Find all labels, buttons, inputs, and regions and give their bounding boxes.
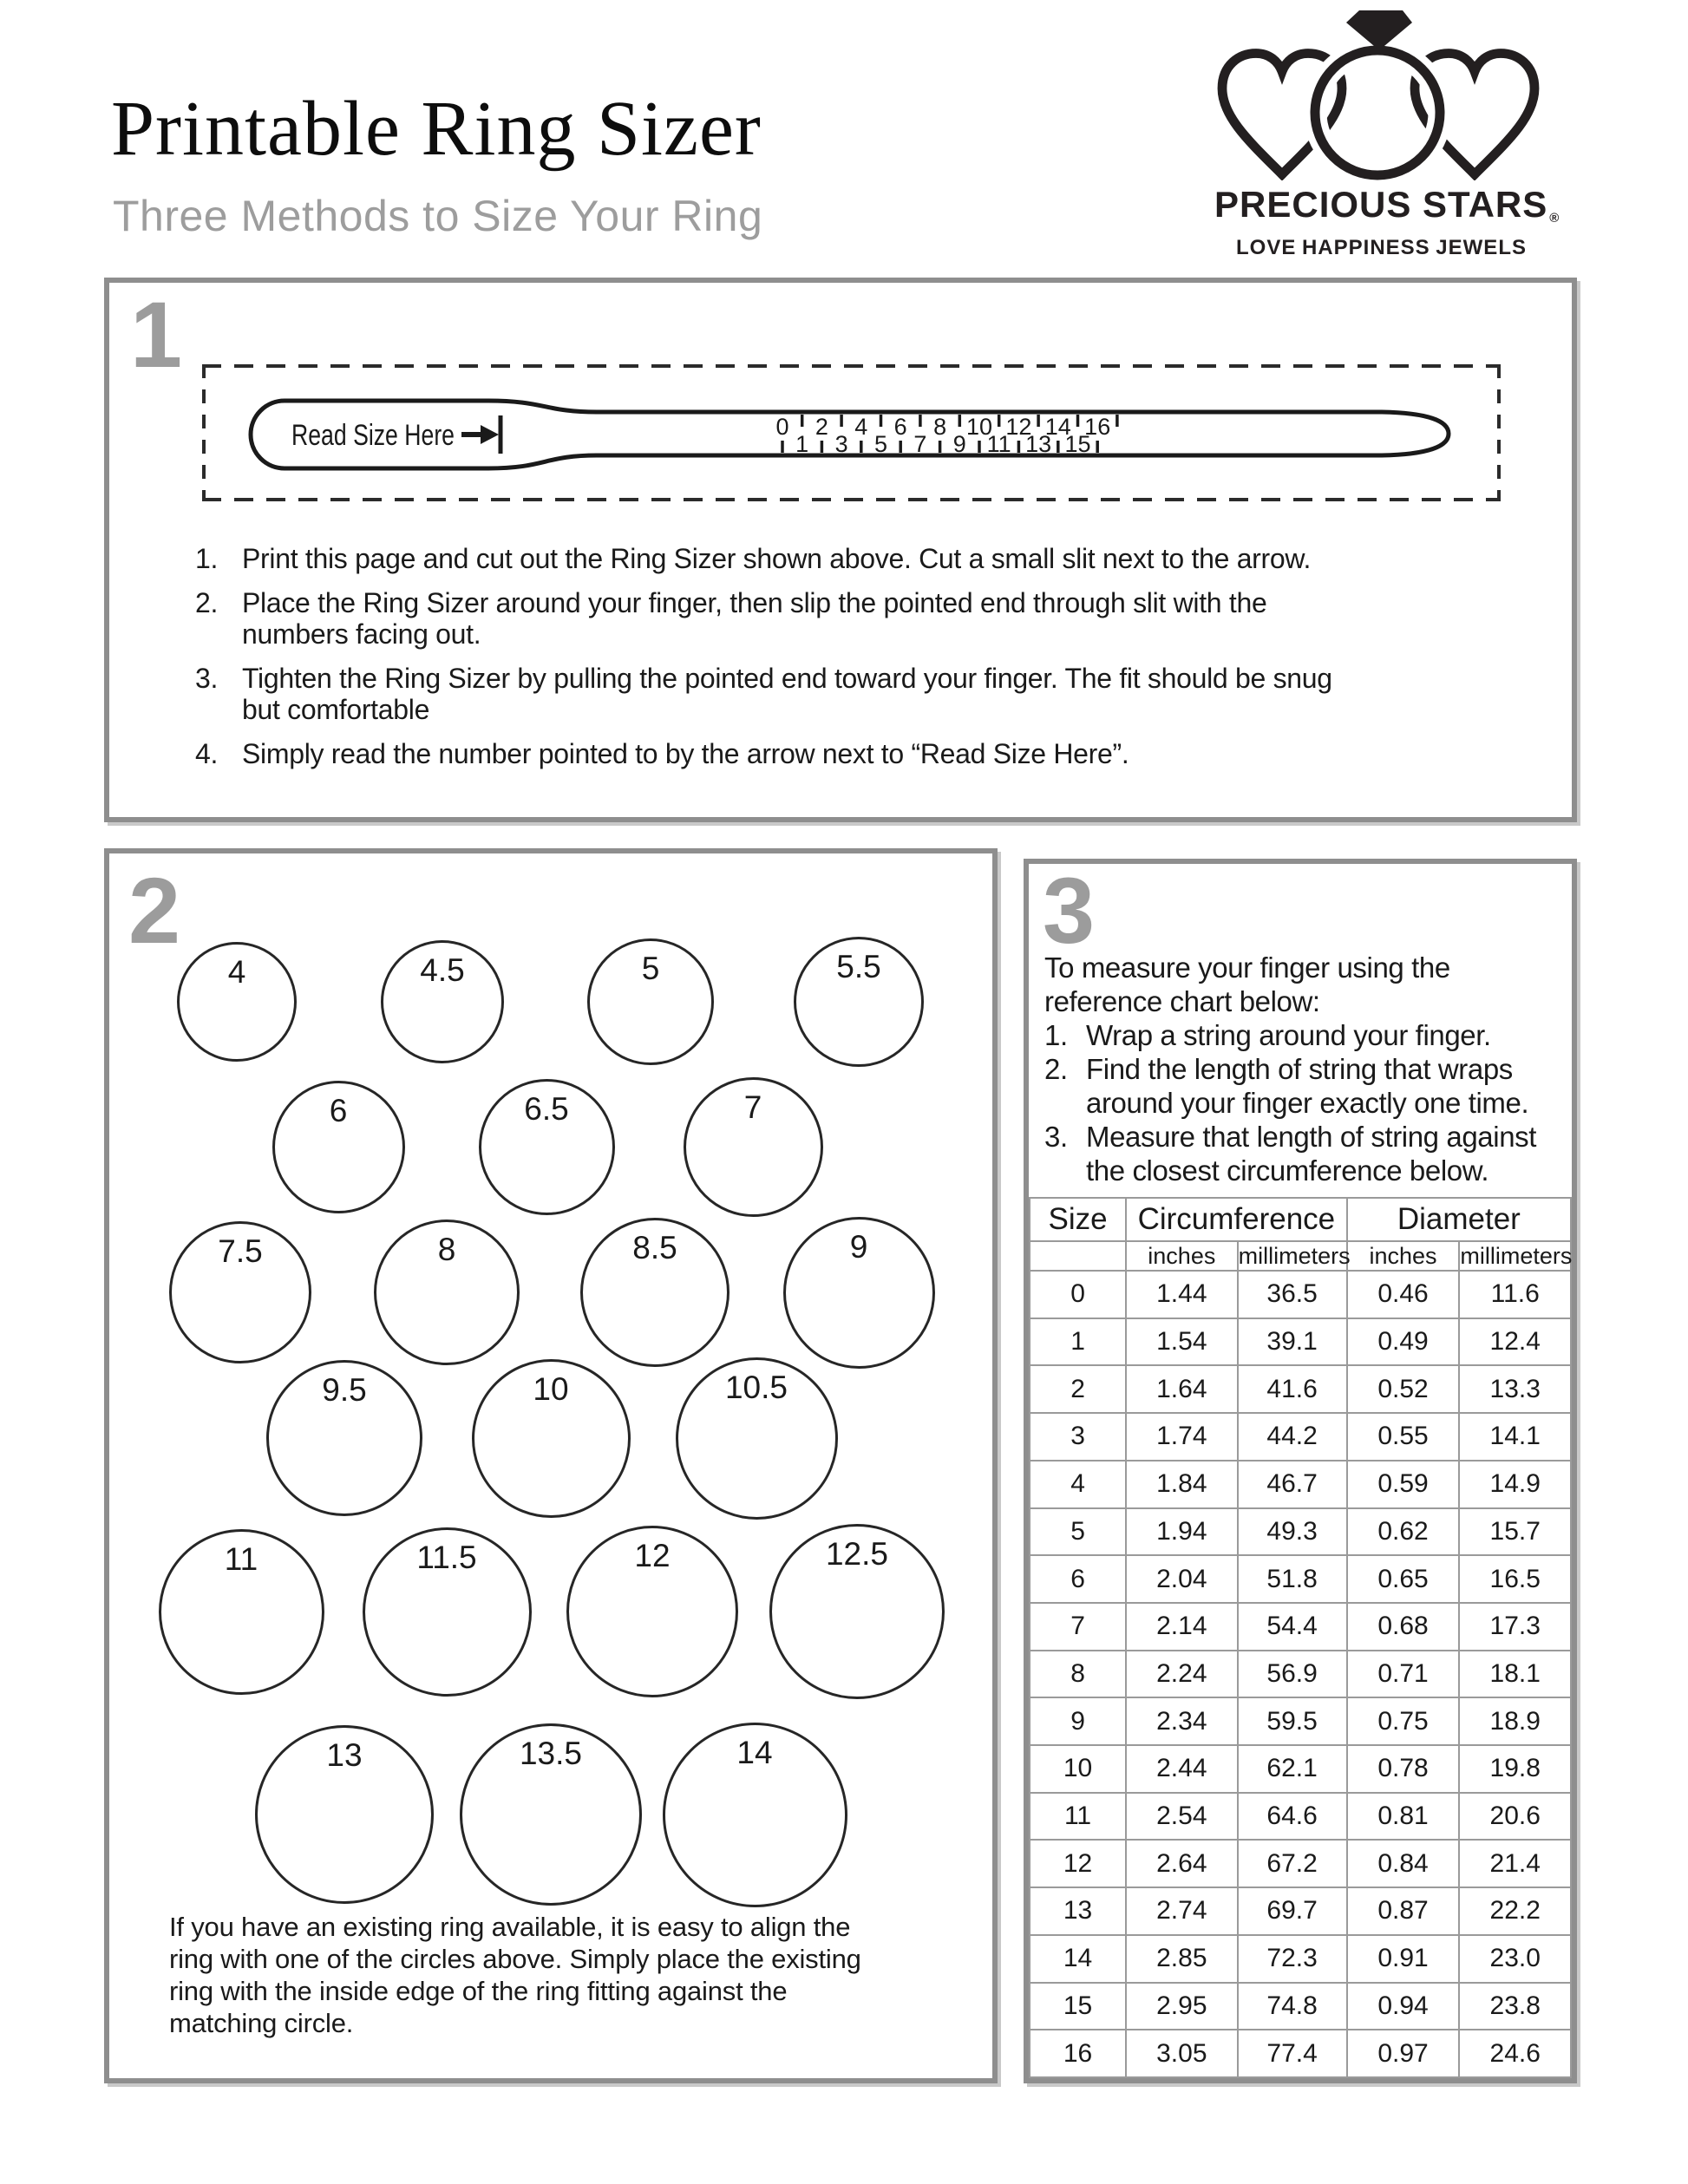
size-circle-label: 6 <box>329 1092 348 1128</box>
step-line-text: but comfortable <box>242 694 430 725</box>
table-cell: 0.71 <box>1347 1651 1460 1698</box>
step-line-text: Place the Ring Sizer around your finger, then slip the pointed end through slit with the <box>242 587 1267 618</box>
col-circumference: Circumference <box>1126 1198 1347 1241</box>
table-cell: 59.5 <box>1238 1697 1347 1745</box>
step-line-text: numbers facing out. <box>242 618 481 650</box>
ruler-number: 13 <box>1025 431 1052 457</box>
step-line-text: Find the length of string that wraps <box>1086 1053 1513 1085</box>
size-circle <box>169 1221 311 1363</box>
step-marker: 1. <box>1044 1019 1068 1051</box>
logo-brand <box>1214 184 1560 226</box>
table-cell: 77.4 <box>1238 2030 1347 2077</box>
ruler-number: 14 <box>1044 414 1071 440</box>
table-cell: 20.6 <box>1459 1793 1571 1841</box>
hearts-and-ring-icon <box>1214 7 1561 180</box>
table-row <box>1030 1651 1571 1698</box>
size-circle-label: 4.5 <box>420 952 465 988</box>
table-cell: 3 <box>1030 1413 1126 1461</box>
section-2-number: 2 <box>128 858 181 963</box>
table-cell: 1.64 <box>1126 1365 1238 1413</box>
section-3-instructions <box>1044 951 1574 1187</box>
size-circle <box>472 1359 631 1518</box>
table-cell: 0.52 <box>1347 1365 1460 1413</box>
col-size: Size <box>1030 1198 1126 1241</box>
size-circle <box>684 1077 823 1217</box>
table-cell: 21.4 <box>1459 1840 1571 1887</box>
table-cell: 1.94 <box>1126 1508 1238 1556</box>
table-cell: 2.95 <box>1126 1983 1238 2030</box>
brand-text: PRECIOUS STARS <box>1214 184 1548 225</box>
step-line-text: Tighten the Ring Sizer by pulling the pointed end toward your finger. The fit should be snug <box>242 663 1332 694</box>
step-marker: 4. <box>195 738 219 769</box>
ruler-number: 12 <box>1005 414 1032 440</box>
ruler-number: 8 <box>933 414 947 440</box>
table-cell: 72.3 <box>1238 1935 1347 1983</box>
size-circle <box>580 1218 730 1367</box>
table-row <box>1030 1887 1571 1935</box>
size-circle-label: 9 <box>849 1228 868 1265</box>
table-cell: 16.5 <box>1459 1555 1571 1603</box>
table-cell: 13.3 <box>1459 1365 1571 1413</box>
size-circle <box>566 1526 738 1697</box>
size-circle-label: 12.5 <box>825 1536 888 1572</box>
table-cell: 3.05 <box>1126 2030 1238 2077</box>
table-row <box>1030 1935 1571 1983</box>
unit-header: inches <box>1347 1241 1460 1271</box>
table-cell: 56.9 <box>1238 1651 1347 1698</box>
size-circle-label: 7 <box>743 1089 762 1125</box>
size-circle <box>363 1527 532 1697</box>
table-cell: 0.91 <box>1347 1935 1460 1983</box>
section-3-step-item <box>1044 1120 1574 1187</box>
size-circle <box>255 1725 434 1904</box>
table-cell: 2.44 <box>1126 1745 1238 1793</box>
tagline-word: LOVE <box>1236 236 1297 259</box>
ruler-number: 3 <box>834 431 848 457</box>
table-cell: 0.49 <box>1347 1318 1460 1366</box>
section-3-number: 3 <box>1043 858 1096 963</box>
ruler-number: 11 <box>986 431 1011 457</box>
table-header-row <box>1030 1198 1571 1241</box>
size-circle-label: 5 <box>641 951 660 986</box>
table-cell: 49.3 <box>1238 1508 1347 1556</box>
size-circle <box>663 1723 847 1907</box>
col-diameter: Diameter <box>1347 1198 1571 1241</box>
step-marker: 2. <box>1044 1053 1068 1085</box>
section-1-number: 1 <box>130 282 183 387</box>
table-cell: 2.54 <box>1126 1793 1238 1841</box>
step-line-text: the closest circumference below. <box>1086 1154 1489 1187</box>
table-cell: 0.55 <box>1347 1413 1460 1461</box>
size-circle <box>460 1723 642 1906</box>
size-circle-label: 5.5 <box>836 949 881 984</box>
registered-mark: ® <box>1549 211 1560 226</box>
table-cell: 0.78 <box>1347 1745 1460 1793</box>
table-cell: 14.1 <box>1459 1413 1571 1461</box>
table-cell: 2 <box>1030 1365 1126 1413</box>
table-cell: 12 <box>1030 1840 1126 1887</box>
table-cell: 14 <box>1030 1935 1126 1983</box>
unit-header: millimeters <box>1238 1241 1347 1271</box>
size-circle-label: 14 <box>736 1734 773 1770</box>
table-row <box>1030 1840 1571 1887</box>
step-line-text: Print this page and cut out the Ring Sizer shown above. Cut a small slit next to the arrow. <box>242 543 1312 574</box>
table-cell: 64.6 <box>1238 1793 1347 1841</box>
step-marker: 3. <box>1044 1121 1068 1153</box>
size-circle <box>794 937 924 1067</box>
size-circle-label: 13.5 <box>519 1736 582 1771</box>
ruler-number: 16 <box>1084 414 1111 440</box>
table-cell: 2.04 <box>1126 1555 1238 1603</box>
table-cell: 19.8 <box>1459 1745 1571 1793</box>
table-cell: 1.44 <box>1126 1271 1238 1318</box>
section-1-step-item <box>195 738 1531 769</box>
step-line-text: around your finger exactly one time. <box>1086 1087 1529 1119</box>
table-cell: 2.24 <box>1126 1651 1238 1698</box>
table-units-row <box>1030 1241 1571 1271</box>
table-cell: 23.0 <box>1459 1935 1571 1983</box>
section-1-instructions <box>195 543 1531 782</box>
size-circle-label: 7.5 <box>218 1233 263 1269</box>
step-line-text: Measure that length of string against <box>1086 1121 1537 1153</box>
table-cell: 7 <box>1030 1603 1126 1651</box>
size-circle-label: 8.5 <box>632 1230 677 1265</box>
table-cell: 18.1 <box>1459 1651 1571 1698</box>
table-cell: 14.9 <box>1459 1461 1571 1508</box>
table-row <box>1030 1461 1571 1508</box>
size-circle <box>783 1217 935 1369</box>
table-cell: 69.7 <box>1238 1887 1347 1935</box>
table-cell: 9 <box>1030 1697 1126 1745</box>
size-circle <box>266 1360 422 1516</box>
note-line: ring with one of the circles above. Simply place the existing <box>169 1944 861 1974</box>
size-circle <box>479 1079 615 1215</box>
ruler-number: 9 <box>952 431 966 457</box>
size-circle-label: 6.5 <box>524 1090 569 1127</box>
table-cell: 0 <box>1030 1271 1126 1318</box>
size-circle-label: 9.5 <box>322 1372 367 1408</box>
size-circle-label: 4 <box>227 954 246 990</box>
table-row <box>1030 2030 1571 2077</box>
step-line-text: Wrap a string around your finger. <box>1086 1019 1491 1051</box>
table-row <box>1030 1603 1571 1651</box>
table-cell: 41.6 <box>1238 1365 1347 1413</box>
step-marker: 2. <box>195 587 219 618</box>
page-subtitle: Three Methods to Size Your Ring <box>113 192 763 240</box>
section-3-step-item <box>1044 1052 1574 1120</box>
table-cell: 17.3 <box>1459 1603 1571 1651</box>
size-circle-label: 13 <box>326 1737 363 1773</box>
size-circle-label: 10.5 <box>724 1369 788 1405</box>
table-cell: 15.7 <box>1459 1508 1571 1556</box>
table-row <box>1030 1697 1571 1745</box>
size-circle <box>587 938 714 1065</box>
table-cell: 0.97 <box>1347 2030 1460 2077</box>
ruler-number: 5 <box>873 431 888 457</box>
section-2-note <box>169 1911 861 2039</box>
logo <box>1214 7 1561 259</box>
size-circle <box>177 942 297 1062</box>
step-lines <box>242 663 1332 725</box>
table-row <box>1030 1365 1571 1413</box>
table-row <box>1030 1983 1571 2030</box>
ruler-number: 0 <box>775 414 789 440</box>
table-cell: 13 <box>1030 1887 1126 1935</box>
step-marker: 3. <box>195 663 219 694</box>
table-cell: 0.65 <box>1347 1555 1460 1603</box>
table-cell: 0.68 <box>1347 1603 1460 1651</box>
table-cell: 2.14 <box>1126 1603 1238 1651</box>
table-cell: 1.54 <box>1126 1318 1238 1366</box>
table-cell: 0.62 <box>1347 1508 1460 1556</box>
ring-size-table <box>1029 1197 1572 2078</box>
table-cell: 74.8 <box>1238 1983 1347 2030</box>
table-cell: 22.2 <box>1459 1887 1571 1935</box>
table-row <box>1030 1793 1571 1841</box>
table-cell: 11 <box>1030 1793 1126 1841</box>
table-cell: 23.8 <box>1459 1983 1571 2030</box>
table-cell: 36.5 <box>1238 1271 1347 1318</box>
table-cell: 2.64 <box>1126 1840 1238 1887</box>
ruler-number: 2 <box>815 414 828 440</box>
ruler-number: 4 <box>854 414 868 440</box>
table-cell: 67.2 <box>1238 1840 1347 1887</box>
ruler-number: 7 <box>913 431 927 457</box>
table-cell: 2.85 <box>1126 1935 1238 1983</box>
ruler-number: 6 <box>893 414 907 440</box>
table-cell: 39.1 <box>1238 1318 1347 1366</box>
intro-line: reference chart below: <box>1044 985 1320 1017</box>
table-cell: 0.59 <box>1347 1461 1460 1508</box>
table-cell: 0.46 <box>1347 1271 1460 1318</box>
table-cell: 1 <box>1030 1318 1126 1366</box>
table-cell: 12.4 <box>1459 1318 1571 1366</box>
table-cell: 6 <box>1030 1555 1126 1603</box>
table-row <box>1030 1555 1571 1603</box>
size-circle <box>159 1529 324 1695</box>
table-cell: 62.1 <box>1238 1745 1347 1793</box>
table-cell: 8 <box>1030 1651 1126 1698</box>
size-circle <box>381 940 504 1063</box>
table-cell: 10 <box>1030 1745 1126 1793</box>
logo-tagline <box>1236 236 1527 260</box>
section-1-step-item <box>195 587 1531 650</box>
table-cell: 0.94 <box>1347 1983 1460 2030</box>
read-size-here-label: Read Size Here <box>291 419 455 452</box>
table-cell: 1.74 <box>1126 1413 1238 1461</box>
size-circle-label: 10 <box>533 1370 569 1407</box>
table-cell: 0.81 <box>1347 1793 1460 1841</box>
table-cell: 44.2 <box>1238 1413 1347 1461</box>
ring-sizer-strip <box>202 364 1501 501</box>
col-blank <box>1030 1241 1126 1271</box>
table-cell: 15 <box>1030 1983 1126 2030</box>
section-3-intro <box>1044 951 1574 1018</box>
table-cell: 2.74 <box>1126 1887 1238 1935</box>
size-circle-label: 11.5 <box>416 1539 477 1575</box>
step-marker: 1. <box>195 543 219 574</box>
table-cell: 54.4 <box>1238 1603 1347 1651</box>
table-cell: 16 <box>1030 2030 1126 2077</box>
step-lines <box>242 543 1311 574</box>
table-cell: 2.34 <box>1126 1697 1238 1745</box>
size-circle <box>676 1357 838 1520</box>
intro-line: To measure your finger using the <box>1044 951 1450 984</box>
table-cell: 51.8 <box>1238 1555 1347 1603</box>
size-circle <box>769 1524 945 1699</box>
table-cell: 0.87 <box>1347 1887 1460 1935</box>
step-lines <box>1086 1052 1528 1120</box>
step-lines <box>242 738 1129 769</box>
table-row <box>1030 1318 1571 1366</box>
section-1-step-item <box>195 663 1531 725</box>
page-title: Printable Ring Sizer <box>111 86 762 172</box>
step-lines <box>242 587 1266 650</box>
table-row <box>1030 1745 1571 1793</box>
unit-header: inches <box>1126 1241 1238 1271</box>
note-line: ring with the inside edge of the ring fitting against the <box>169 1976 788 2006</box>
ruler-number: 15 <box>1064 431 1091 457</box>
size-circle-label: 12 <box>634 1538 671 1573</box>
step-lines <box>1086 1120 1536 1187</box>
table-row <box>1030 1508 1571 1556</box>
note-line: matching circle. <box>169 2008 354 2038</box>
size-circle <box>272 1081 405 1213</box>
section-3-step-item <box>1044 1018 1574 1052</box>
tagline-word: HAPPINESS <box>1301 236 1430 259</box>
table-row <box>1030 1413 1571 1461</box>
unit-header: millimeters <box>1459 1241 1571 1271</box>
size-circle-label: 8 <box>437 1232 456 1267</box>
step-lines <box>1086 1018 1491 1052</box>
size-circle <box>374 1220 520 1365</box>
table-cell: 1.84 <box>1126 1461 1238 1508</box>
table-row <box>1030 1271 1571 1318</box>
size-circle-label: 11 <box>224 1540 258 1577</box>
table-cell: 4 <box>1030 1461 1126 1508</box>
ruler-number: 10 <box>965 414 993 440</box>
note-line: If you have an existing ring available, it is easy to align the <box>169 1912 851 1942</box>
table-cell: 5 <box>1030 1508 1126 1556</box>
table-cell: 18.9 <box>1459 1697 1571 1745</box>
section-3-steps <box>1044 1018 1574 1187</box>
table-cell: 11.6 <box>1459 1271 1571 1318</box>
table-cell: 24.6 <box>1459 2030 1571 2077</box>
table-cell: 0.84 <box>1347 1840 1460 1887</box>
section-1-step-item <box>195 543 1531 574</box>
table-cell: 46.7 <box>1238 1461 1347 1508</box>
table-cell: 0.75 <box>1347 1697 1460 1745</box>
tagline-word: JEWELS <box>1436 236 1527 259</box>
step-line-text: Simply read the number pointed to by the arrow next to “Read Size Here”. <box>242 738 1129 769</box>
ruler-number: 1 <box>795 431 809 457</box>
